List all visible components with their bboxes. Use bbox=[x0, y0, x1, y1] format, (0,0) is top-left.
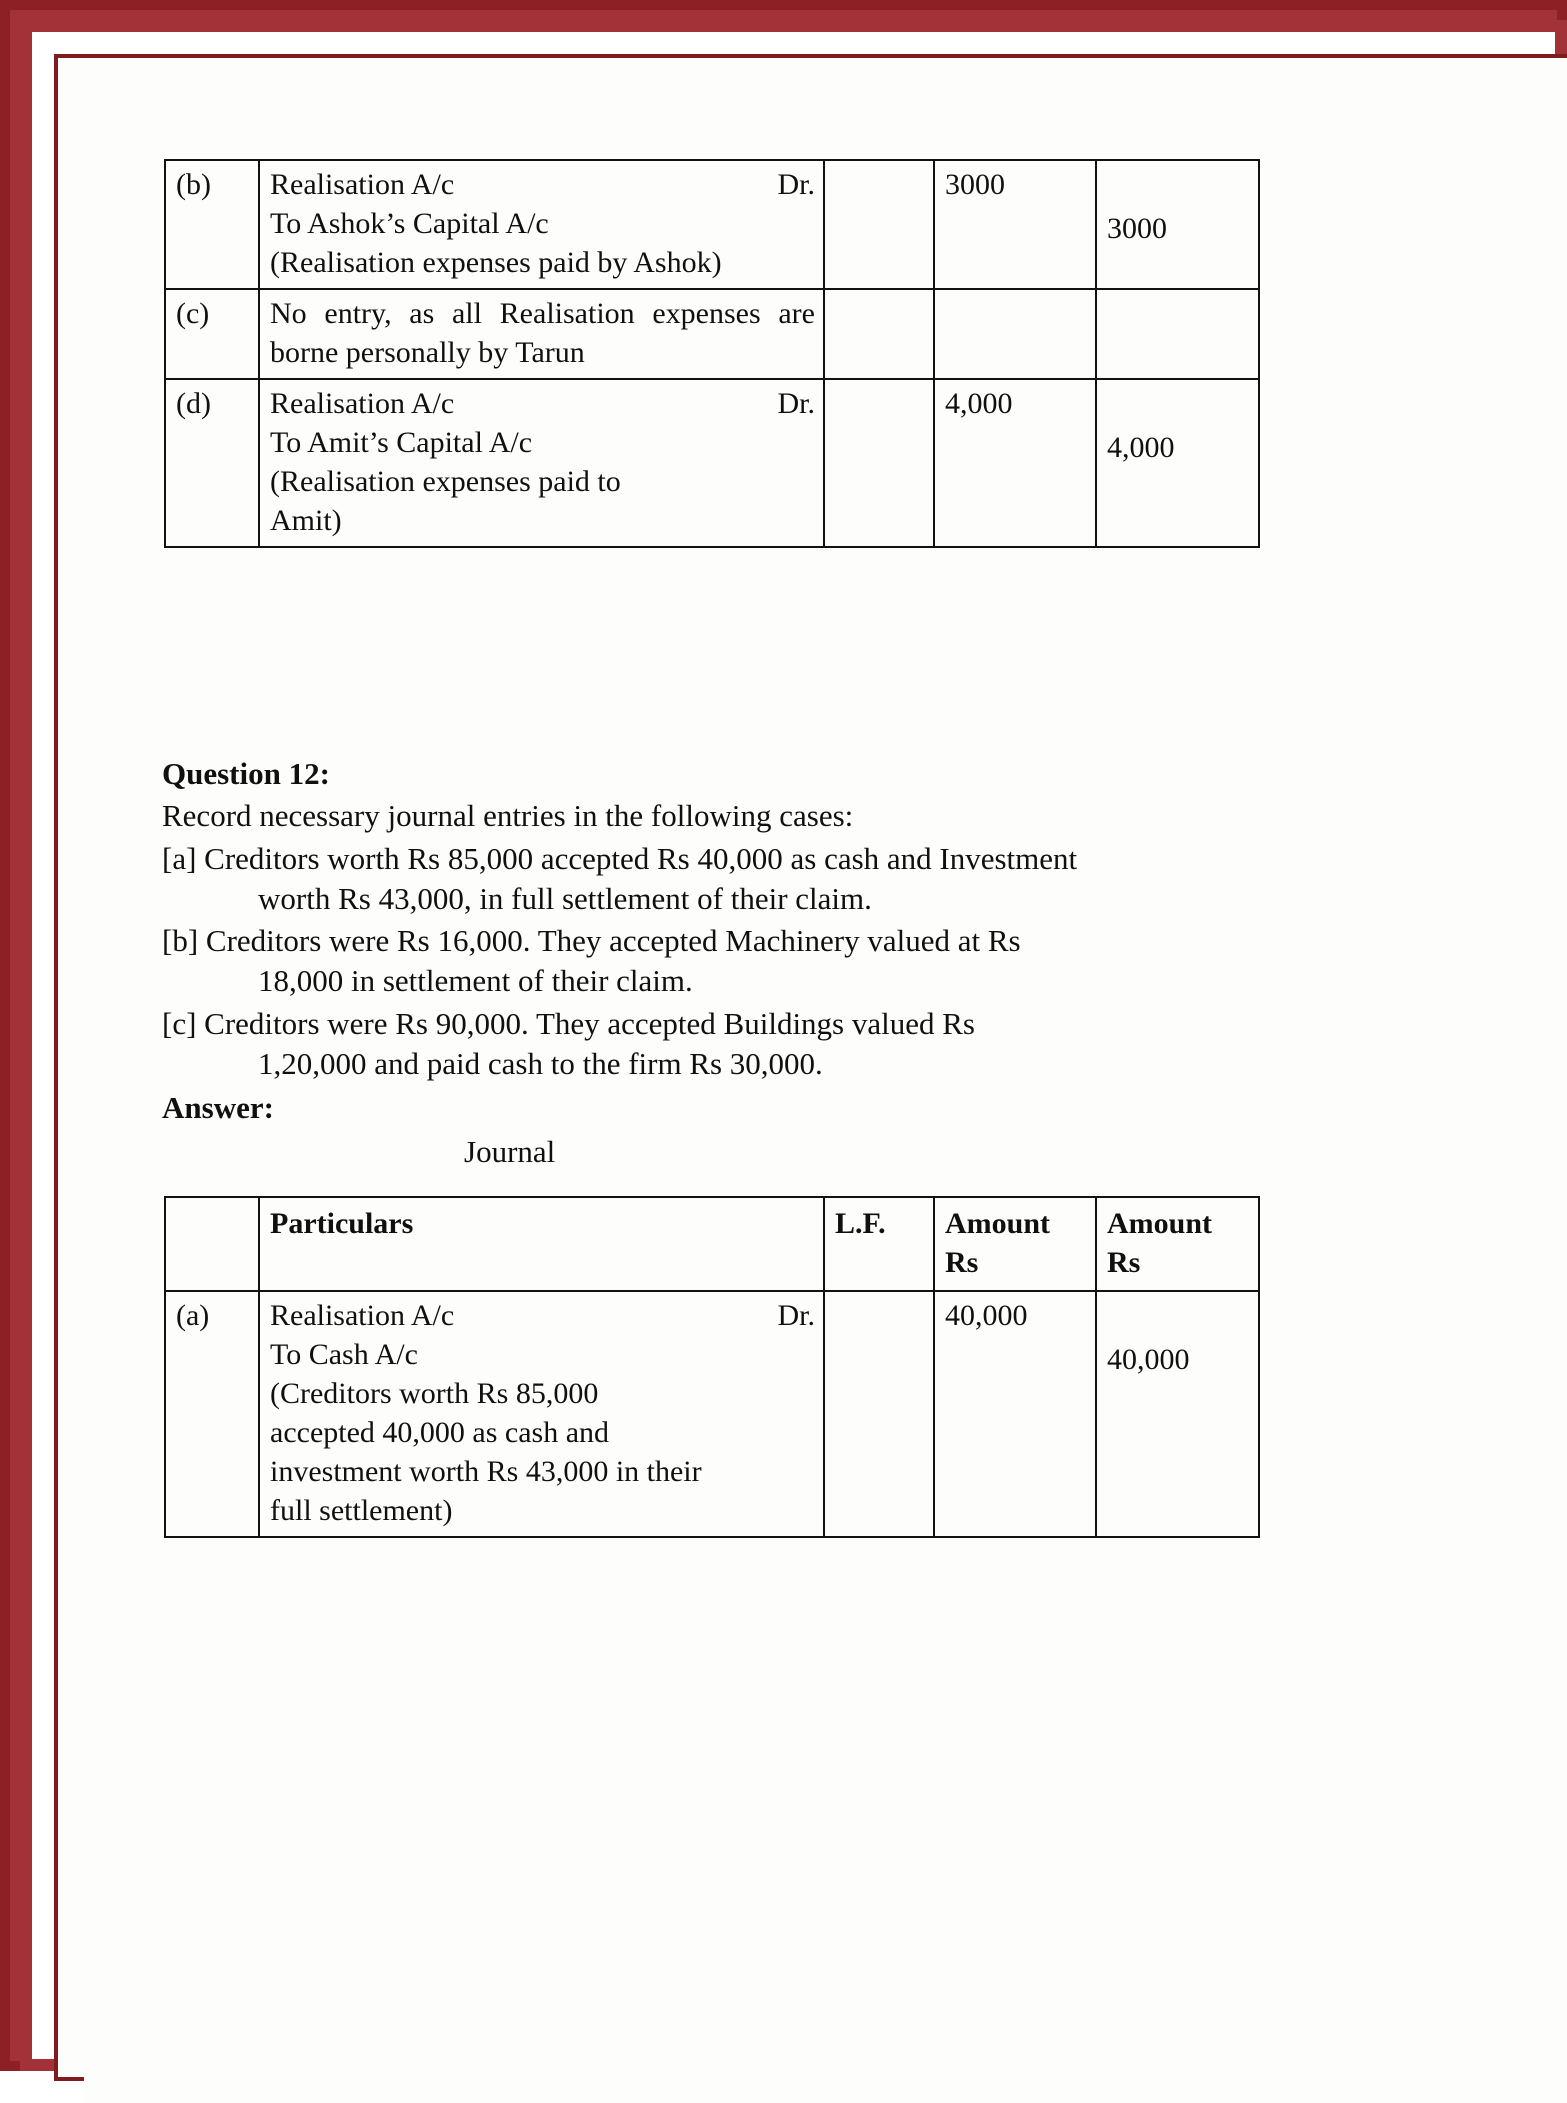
credit-amount-value: 40,000 bbox=[1107, 1343, 1190, 1376]
entry-debit-line bbox=[270, 165, 815, 204]
entry-narration-2: accepted 40,000 as cash and bbox=[270, 1416, 610, 1449]
row-debit-amount: 4,000 bbox=[934, 379, 1096, 547]
item-text: Creditors were Rs 16,000. They accepted Machinery valued at Rs bbox=[205, 923, 1021, 959]
item-text-cont: worth Rs 43,000, in full settlement of their claim. bbox=[258, 880, 872, 916]
item-text: Creditors worth Rs 85,000 accepted Rs 40,000 as cash and Investment bbox=[204, 840, 1078, 876]
account-name: Realisation A/c bbox=[270, 168, 455, 201]
journal-table-answer bbox=[164, 1196, 1260, 1538]
entry-debit-line bbox=[270, 384, 815, 423]
header-amount-credit bbox=[1096, 1197, 1259, 1291]
question-lead: Record necessary journal entries in the following cases: bbox=[162, 798, 854, 834]
row-credit-amount bbox=[1096, 289, 1259, 379]
header-particulars: Particulars bbox=[259, 1197, 824, 1291]
entry-credit-line: To Ashok’s Capital A/c bbox=[270, 207, 549, 240]
page-border-inner bbox=[54, 54, 1567, 2081]
question-item-a bbox=[162, 839, 1192, 920]
entry-narration-3: investment worth Rs 43,000 in their bbox=[270, 1455, 702, 1488]
page-border-middle bbox=[20, 20, 1567, 2071]
item-marker: [c] bbox=[162, 1005, 197, 1041]
header-amount-credit-line2: Rs bbox=[1107, 1246, 1141, 1279]
answer-label: Answer: bbox=[162, 1090, 274, 1125]
header-amount-debit-line1: Amount bbox=[945, 1207, 1051, 1240]
row-serial: (d) bbox=[165, 379, 259, 547]
credit-amount-value: 3000 bbox=[1107, 212, 1167, 245]
table-row bbox=[165, 160, 1259, 289]
header-amount-debit-line2: Rs bbox=[945, 1246, 979, 1279]
row-debit-amount: 40,000 bbox=[934, 1291, 1096, 1537]
row-particulars bbox=[259, 1291, 824, 1537]
entry-debit-line bbox=[270, 1296, 815, 1335]
header-amount-credit-line1: Amount bbox=[1107, 1207, 1213, 1240]
dr-label: Dr. bbox=[777, 168, 815, 201]
credit-amount-value: 4,000 bbox=[1107, 431, 1175, 464]
row-lf bbox=[824, 379, 934, 547]
row-debit-amount bbox=[934, 289, 1096, 379]
table-row bbox=[165, 1291, 1259, 1537]
table-row bbox=[165, 289, 1259, 379]
header-lf: L.F. bbox=[824, 1197, 934, 1291]
row-serial: (c) bbox=[165, 289, 259, 379]
item-text-cont: 18,000 in settlement of their claim. bbox=[258, 963, 693, 999]
question-item-b bbox=[162, 921, 1192, 1002]
entry-narration-4: full settlement) bbox=[270, 1494, 453, 1527]
question-block bbox=[162, 754, 1192, 1084]
question-title: Question 12: bbox=[162, 756, 330, 791]
row-particulars bbox=[259, 379, 824, 547]
item-text-cont: 1,20,000 and paid cash to the firm Rs 30,000. bbox=[258, 1046, 823, 1082]
entry-narration: (Realisation expenses paid to bbox=[270, 465, 621, 498]
journal-table-continuation bbox=[164, 159, 1260, 548]
table-header-row bbox=[165, 1197, 1259, 1291]
row-particulars bbox=[259, 289, 824, 379]
entry-note: No entry, as all Realisation expenses are borne personally by Tarun bbox=[270, 297, 815, 369]
dr-label: Dr. bbox=[777, 387, 815, 420]
row-credit-amount bbox=[1096, 1291, 1259, 1537]
row-particulars bbox=[259, 160, 824, 289]
account-name: Realisation A/c bbox=[270, 387, 455, 420]
row-lf bbox=[824, 1291, 934, 1537]
row-debit-amount: 3000 bbox=[934, 160, 1096, 289]
item-text: Creditors were Rs 90,000. They accepted Buildings valued Rs bbox=[204, 1005, 975, 1041]
question-item-c bbox=[162, 1004, 1192, 1085]
dr-label: Dr. bbox=[777, 1299, 815, 1332]
table-row bbox=[165, 379, 1259, 547]
row-serial: (a) bbox=[165, 1291, 259, 1537]
entry-credit-line: To Amit’s Capital A/c bbox=[270, 426, 533, 459]
account-name: Realisation A/c bbox=[270, 1299, 455, 1332]
row-credit-amount bbox=[1096, 160, 1259, 289]
item-marker: [b] bbox=[162, 923, 199, 959]
entry-narration-cont: Amit) bbox=[270, 504, 342, 537]
header-amount-debit bbox=[934, 1197, 1096, 1291]
row-lf bbox=[824, 160, 934, 289]
entry-credit-line: To Cash A/c bbox=[270, 1338, 418, 1371]
entry-narration-1: (Creditors worth Rs 85,000 bbox=[270, 1377, 599, 1410]
row-credit-amount bbox=[1096, 379, 1259, 547]
entry-narration: (Realisation expenses paid by Ashok) bbox=[270, 246, 722, 279]
item-marker: [a] bbox=[162, 840, 197, 876]
document-sheet bbox=[84, 84, 1567, 2103]
row-lf bbox=[824, 289, 934, 379]
journal-heading: Journal bbox=[464, 1134, 556, 1169]
header-serial bbox=[165, 1197, 259, 1291]
row-serial: (b) bbox=[165, 160, 259, 289]
